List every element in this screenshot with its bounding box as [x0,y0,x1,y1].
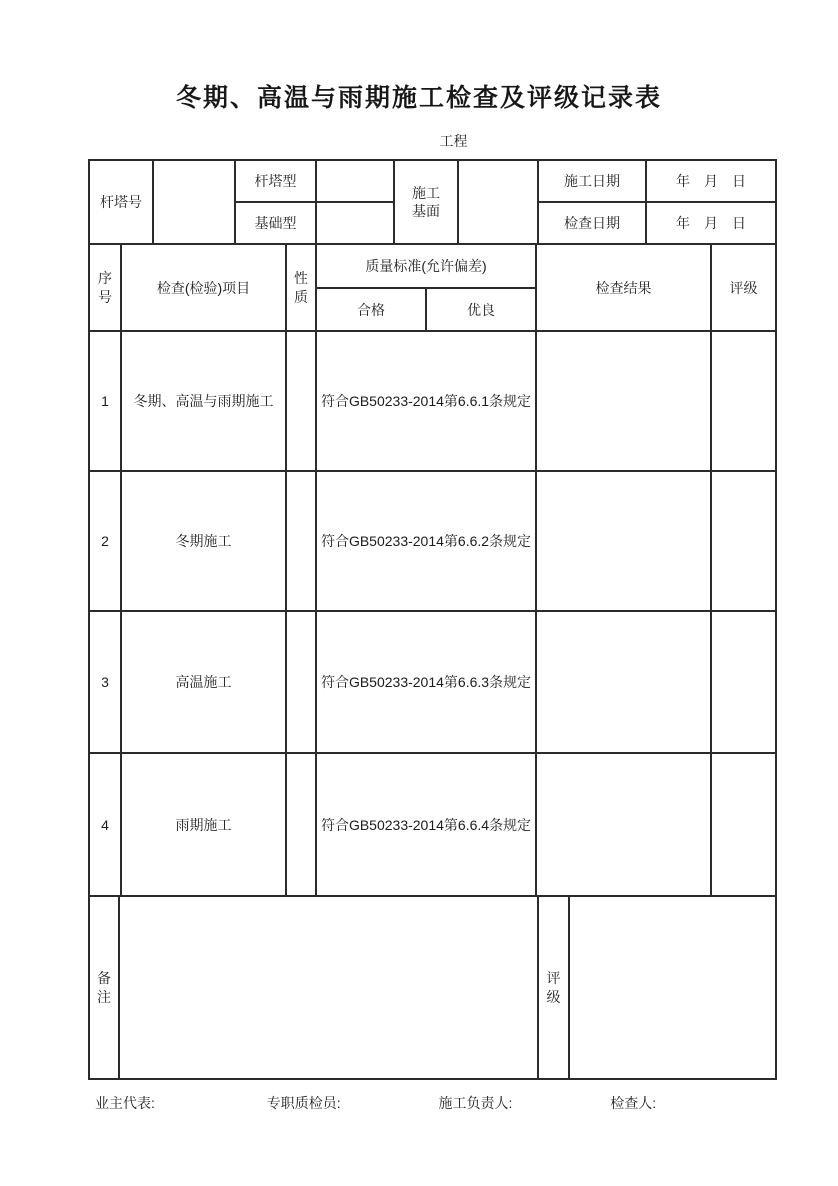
row-result [536,753,711,896]
table-row [89,753,776,896]
row-seq: 1 [89,331,121,471]
row-result [536,471,711,611]
remarks-value [119,896,538,1079]
column-header-standard: 质量标准(允许偏差) [316,244,536,288]
row-rating [711,471,776,611]
row-standard: 符合GB50233-2014第6.6.4条规定 [316,753,536,896]
column-header-nature [286,244,316,331]
signature-row [95,1093,782,1113]
inspection-date-value: 年 月 日 [646,202,776,244]
quality-inspector-label: 专职质检员: [266,1095,341,1111]
row-nature [286,753,316,896]
column-header-seq-text: 序号 [98,269,112,305]
row-nature [286,331,316,471]
foundation-type-label: 基础型 [235,202,316,244]
remarks-label [89,896,119,1079]
row-seq: 4 [89,753,121,896]
column-header-nature-text: 性质 [294,269,308,305]
rating-value-bottom [569,896,776,1079]
row-rating [711,331,776,471]
row-result [536,331,711,471]
column-header-qualified: 合格 [316,288,426,331]
table-row [89,611,776,753]
column-header-excellent: 优良 [426,288,536,331]
row-item: 冬期、高温与雨期施工 [121,331,286,471]
rating-label-bottom-text: 评级 [546,969,561,1005]
pole-type-label: 杆塔型 [235,160,316,202]
inspection-table [88,243,777,897]
row-item: 冬期施工 [121,471,286,611]
row-rating [711,753,776,896]
construction-manager-label: 施工负责人: [438,1095,513,1111]
column-header-result: 检查结果 [536,244,711,331]
row-rating [711,611,776,753]
row-standard: 符合GB50233-2014第6.6.3条规定 [316,611,536,753]
construction-base-label [394,160,458,244]
row-standard: 符合GB50233-2014第6.6.2条规定 [316,471,536,611]
row-item: 雨期施工 [121,753,286,896]
row-nature [286,611,316,753]
foundation-type-value [316,202,394,244]
info-table [88,159,777,245]
column-header-item: 检查(检验)项目 [121,244,286,331]
page-title: 冬期、高温与雨期施工检查及评级记录表 [175,84,662,112]
inspection-date-label: 检查日期 [538,202,646,244]
row-item: 高温施工 [121,611,286,753]
construction-date-value: 年 月 日 [646,160,776,202]
construction-base-label-text: 施工基面 [412,184,440,219]
remarks-table [88,895,777,1080]
project-label: 工程 [439,133,468,149]
table-row [89,471,776,611]
inspector-label: 检查人: [610,1095,657,1111]
row-seq: 2 [89,471,121,611]
row-nature [286,471,316,611]
owner-representative-label: 业主代表: [95,1095,155,1111]
row-standard: 符合GB50233-2014第6.6.1条规定 [316,331,536,471]
column-header-seq [89,244,121,331]
pole-number-value [153,160,235,244]
row-seq: 3 [89,611,121,753]
column-header-rating: 评级 [711,244,776,331]
rating-label-bottom [538,896,569,1079]
table-row [89,331,776,471]
pole-number-label: 杆塔号 [89,160,153,244]
construction-date-label: 施工日期 [538,160,646,202]
pole-type-value [316,160,394,202]
row-result [536,611,711,753]
construction-base-value [458,160,538,244]
remarks-label-text: 备注 [97,969,111,1005]
